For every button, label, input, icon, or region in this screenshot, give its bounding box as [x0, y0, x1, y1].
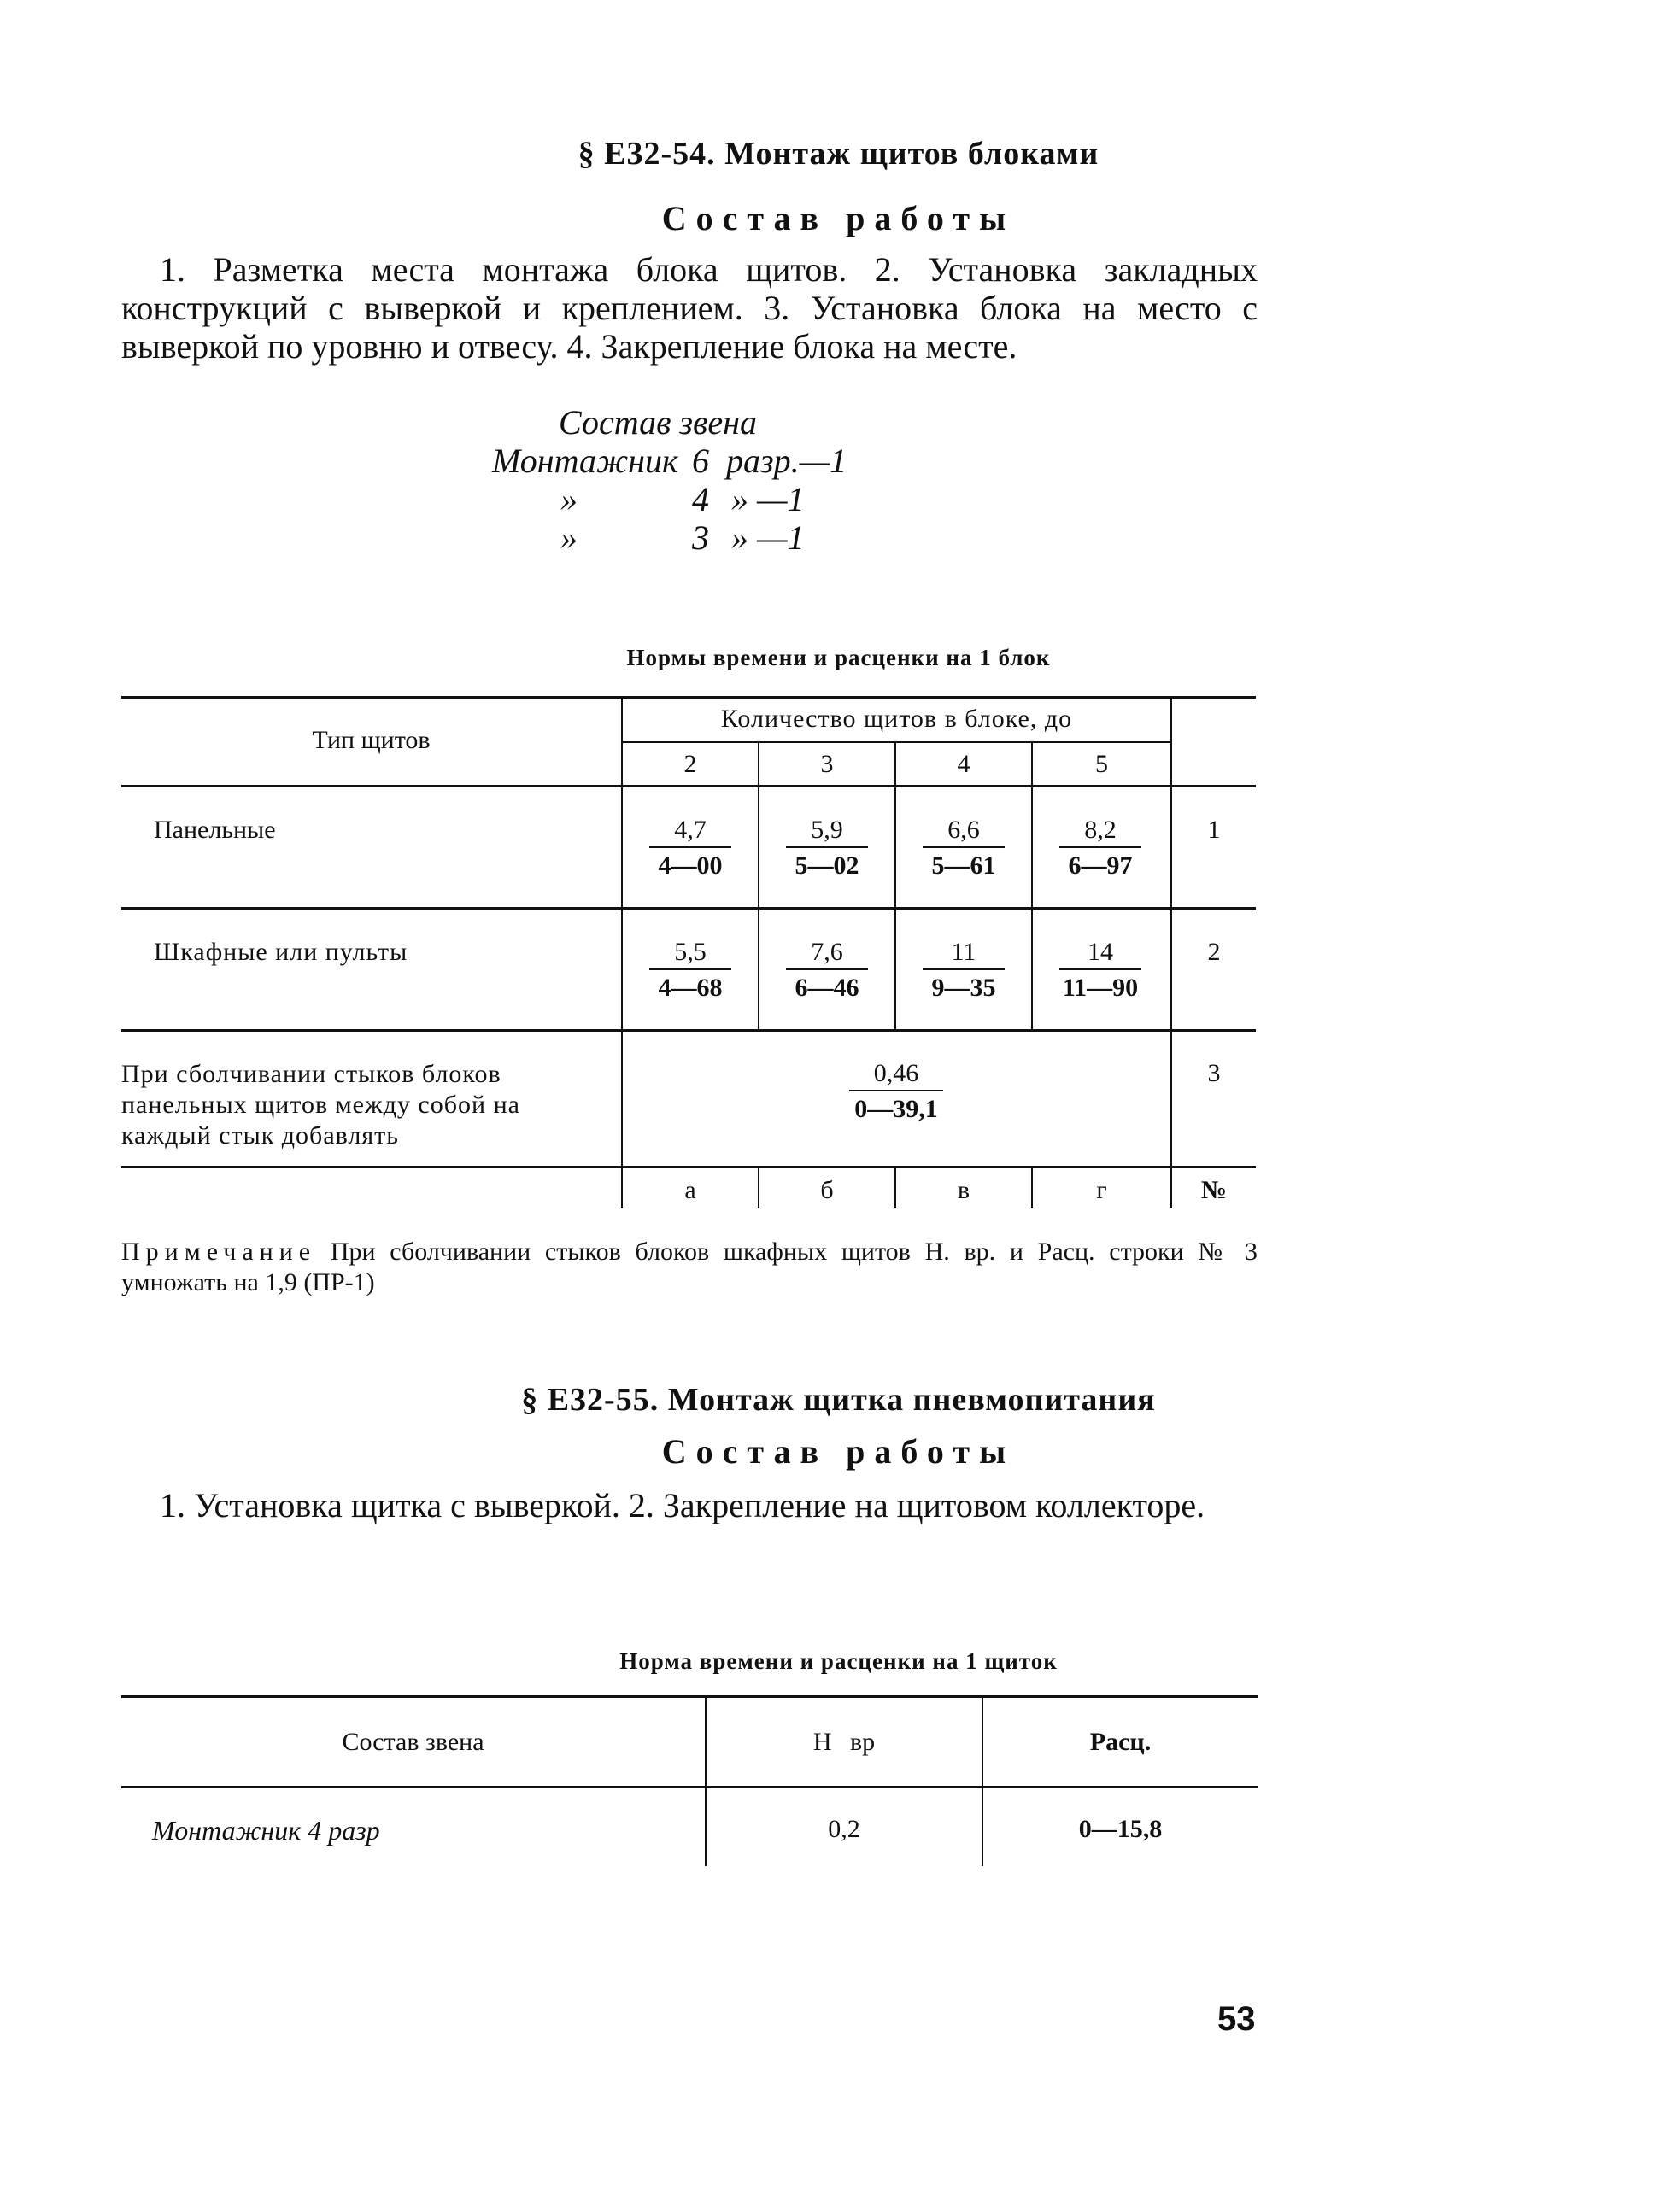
table-rule	[121, 1695, 1258, 1698]
table-rule	[758, 741, 759, 1032]
section-title-e32-55: § Е32-55. Монтаж щитка пневмопитания	[521, 1382, 1156, 1418]
column-letter: в	[957, 1176, 970, 1204]
work-composition-text: 1. Разметка места монтажа блока щитов. 2. Установка закладных конструкций с выверкой и креплением. 3. Установка блока на место с выверкой по уровню и отвесу. 4. Закрепление блока на месте.	[121, 250, 1258, 366]
norm-cell	[918, 814, 1010, 882]
row-label	[121, 1059, 520, 1151]
rate: 4—68	[658, 974, 723, 1002]
norm-cell	[781, 814, 873, 882]
time-norm: 14	[1088, 938, 1113, 966]
row-number: 1	[1207, 816, 1221, 844]
header-panel-count: Количество щитов в блоке, до	[720, 705, 1073, 733]
row-label: Шкафные или пульты	[154, 938, 408, 966]
section-title-e32-54: § Е32-54. Монтаж щитов блоками	[578, 136, 1099, 172]
table1-caption: Нормы времени и расценки на 1 блок	[626, 645, 1051, 670]
table-rule	[121, 907, 1256, 910]
rate: 6—97	[1068, 851, 1133, 880]
header-count: 2	[683, 750, 697, 778]
row-label-line: панельных щитов между собой на	[121, 1091, 520, 1119]
norm-cell	[1054, 936, 1146, 1004]
time-norm: 7,6	[811, 938, 843, 966]
header-count: 4	[957, 750, 970, 778]
norm-cell	[644, 936, 736, 1004]
norm-cell	[1054, 814, 1146, 882]
rate: 11—90	[1062, 974, 1139, 1002]
rate-cell: 0—15,8	[1078, 1815, 1163, 1843]
crew-count: » —1	[731, 480, 805, 518]
time-norm-cell: 0,2	[828, 1815, 860, 1843]
norm-table	[121, 1695, 1258, 1866]
header-panel-type: Тип щитов	[312, 726, 431, 754]
rate: 4—00	[658, 851, 723, 880]
row-label: Панельные	[154, 816, 276, 844]
table-rule	[121, 1029, 1256, 1032]
rate: 6—46	[795, 974, 859, 1002]
crew-grade: 4	[692, 480, 709, 518]
row-label-line: При сболчивании стыков блоков	[121, 1060, 501, 1088]
norms-table	[121, 696, 1256, 1208]
norm-cell	[781, 936, 873, 1004]
norm-cell	[644, 814, 736, 882]
table-rule	[121, 1786, 1258, 1788]
time-norm: 0,46	[873, 1059, 919, 1087]
header-time-norm: Н вр	[812, 1728, 876, 1756]
table-rule	[121, 785, 1256, 787]
crew-cell: Монтажник 4 разр	[152, 1815, 380, 1846]
table-note	[121, 1237, 1258, 1298]
crew-role: »	[560, 518, 578, 557]
page-number: 53	[1217, 2000, 1256, 2038]
note-label: Примечание	[121, 1238, 317, 1266]
time-norm: 6,6	[947, 816, 980, 844]
table2-caption: Норма времени и расценки на 1 щиток	[619, 1648, 1058, 1674]
note-text: При сболчивании стыков блоков шкафных щитов Н. вр. и Расц. строки № 3 умножать на 1,9 (ПР-1)	[121, 1238, 1258, 1296]
time-norm: 4,7	[674, 816, 707, 844]
rate: 5—61	[931, 851, 996, 880]
table-rule	[1031, 741, 1033, 1032]
rate: 9—35	[931, 974, 996, 1002]
crew-grade: 6	[692, 442, 709, 480]
rate: 5—02	[795, 851, 859, 880]
time-norm: 11	[951, 938, 976, 966]
header-count: 5	[1095, 750, 1108, 778]
table-rule	[894, 741, 896, 1032]
norm-cell	[841, 1057, 952, 1126]
norm-cell	[918, 936, 1010, 1004]
row-number: 3	[1207, 1059, 1221, 1087]
rate: 0—39,1	[854, 1095, 938, 1123]
time-norm: 5,5	[674, 938, 707, 966]
crew-heading: Состав звена	[558, 403, 757, 442]
column-letter: б	[820, 1176, 834, 1204]
row-number: 2	[1207, 938, 1221, 966]
crew-count: » —1	[731, 518, 805, 557]
table-rule	[121, 1166, 1256, 1168]
row-label-line: каждый стык добавлять	[121, 1121, 399, 1150]
header-count: 3	[820, 750, 834, 778]
crew-count: разр.—1	[726, 442, 847, 480]
crew-grade: 3	[692, 518, 709, 557]
header-crew: Состав звена	[342, 1728, 484, 1756]
header-rate: Расц.	[1089, 1728, 1152, 1756]
column-letter: а	[684, 1176, 696, 1204]
crew-role: Монтажник	[492, 442, 678, 480]
column-letter: г	[1096, 1176, 1107, 1204]
time-norm: 8,2	[1084, 816, 1117, 844]
time-norm: 5,9	[811, 816, 843, 844]
crew-role: »	[560, 480, 578, 518]
table-rule	[121, 696, 1256, 699]
work-composition-text: 1. Установка щитка с выверкой. 2. Закрепление на щитовом коллекторе.	[160, 1486, 1205, 1524]
work-composition-heading: Состав работы	[661, 1432, 1016, 1471]
work-composition-heading: Состав работы	[661, 199, 1016, 237]
number-symbol: №	[1200, 1176, 1228, 1204]
